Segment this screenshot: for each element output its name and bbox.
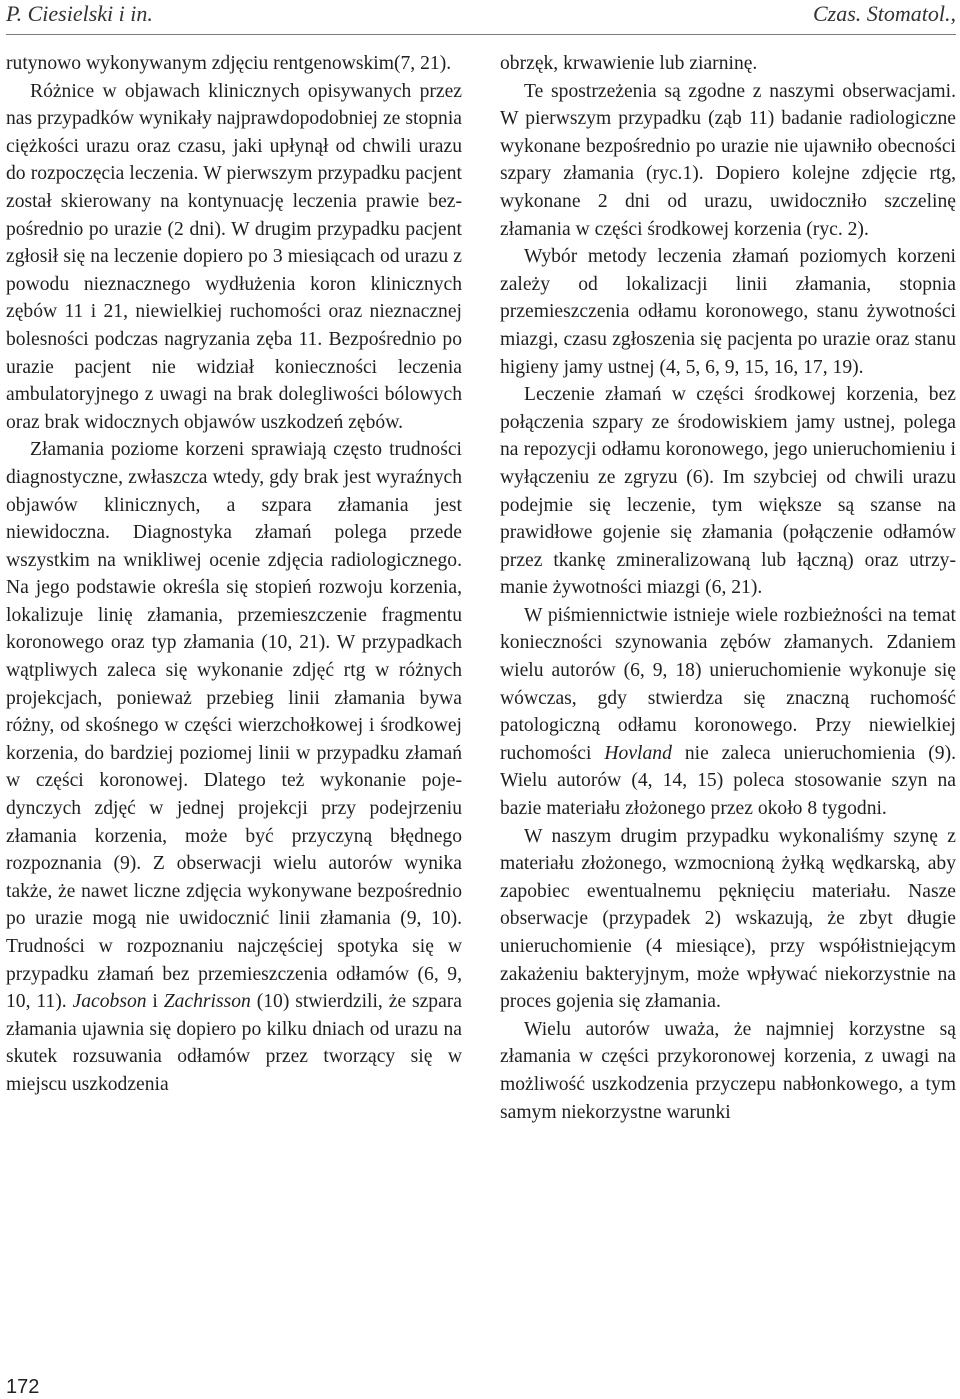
paragraph-text: (10) stwierdzili, że szpara złamania ujawnia się dopiero po kilku dniach od urazu na skutek rozsuwania odłamów przez tworzący się w miejscu uszkodzenia	[6, 991, 462, 1095]
right-column	[500, 50, 956, 1126]
paragraph	[6, 436, 462, 1098]
paragraph: rutynowo wykonywanym zdjęciu rentgenowskim(7, 21).	[6, 53, 452, 74]
paragraph-text: i	[146, 991, 164, 1013]
paragraph: Te spostrzeżenia są zgodne z naszymi obserwacjami. W pierwszym przypadku (ząb 11) badanie radiologiczne wykonane bezpośrednio po urazie nie ujawniło obecności szpary złamania (ryc.1). Dopiero kolejne zdjęcie rtg, wykonane 2 dni od urazu, uwidoczniło szczelinę złamania w części środkowej korzenia (ryc. 2).	[500, 80, 956, 240]
paragraph: obrzęk, krwawienie lub ziarninę.	[500, 53, 758, 74]
author-name: Hovland	[604, 742, 672, 764]
header-authors: P. Ciesielski i in.	[6, 1, 153, 26]
page-number: 172	[6, 1376, 40, 1398]
running-header	[6, 0, 956, 35]
paragraph-text: nie zaleca unieruchomienia (9). Wielu autorów (4, 14, 15) poleca stosowanie szyn na bazie materiału złożonego przez około 8 tygodni.	[500, 742, 956, 820]
paragraph: W naszym drugim przypadku wykonaliśmy szynę z materiału złożonego, wzmocnioną żyłką wędkarską, aby zapobiec ewentualnemu pęknięciu materiału. Nasze obserwacje (przypadek 2) wskazują, że zbyt długie unieruchomienie (4 miesiące), przy współistniejącym zakażeniu bakteryjnym, może wpływać niekorzystnie na proces gojenia się złamania.	[500, 825, 956, 1013]
paragraph: Wybór metody leczenia złamań poziomych korzeni zależy od lokalizacji linii złamania, stopnia przemieszczenia odłamu koronowego, stanu żywotności miazgi, czasu zgłoszenia się pacjenta po urazie oraz stanu higieny jamy ustnej (4, 5, 6, 9, 15, 16, 17, 19).	[500, 246, 956, 378]
author-name: Jacobson	[72, 991, 147, 1013]
paragraph: Leczenie złamań w części środkowej korzenia, bez połączenia szpary ze środowiskiem jamy ustnej, polega na repozycji odłamu koronowego, jego unieruchomieniu i wyłączeniu ze zgryzu (6). Im szybciej od chwili urazu podejmie się leczenie, tym większe są szanse na prawidłowe gojenie się złamania (połączenie odłamów przez tkankę zmineralizowaną lub łączną) oraz utrzymanie żywotności miazgi (6, 21).	[500, 384, 956, 599]
paragraph: Różnice w objawach klinicznych opisywanych przez nas przypadków wynikały najprawdopodobniej ze stopnia ciężkości urazu oraz czasu, jaki upłynął od chwili urazu do rozpoczęcia leczenia. W pierwszym przypadku pacjent został skierowany na kontynuację leczenia prawie bezpośrednio po urazie (2 dni). W drugim przypadku pacjent zgłosił się na leczenie dopiero po 3 miesiącach od urazu z powodu nieznacznego wydłużenia koron klinicznych zębów 11 i 21, niewielkiej ruchomości oraz nieznacznej bolesności podczas nagryzania zęba 11. Bezpośrednio po urazie pacjent nie widział konieczności leczenia ambulatoryjnego z uwagi na brak dolegliwości bólowych oraz brak widocznych objawów uszkodzeń zębów.	[6, 80, 462, 433]
paragraph-text: Złamania poziome korzeni sprawiają często trudności diagnostyczne, zwłaszcza wtedy, gdy brak jest wyraźnych objawów klinicznych, a szpara złamania jest niewidoczna. Diagnostyka złamań polega przede wszystkim na wnikliwej ocenie zdjęcia radiologicznego. Na jego podstawie określa się stopień rozwoju korzenia, lokalizuje linię złamania, przemieszczenie fragmentu koronowego oraz typ złamania (10, 21). W przypadkach wątpliwych zaleca się wykonanie zdjęć rtg w różnych projekcjach, ponieważ przebieg linii złamania bywa różny, od skośnego w części wierzchołkowej i środkowej korzenia, do bardziej poziomej linii w przypadku złamań w części koronowej. Dlatego też wykonanie pojedynczych zdjęć w jednej projekcji przy podejrzeniu złamania korzenia, może być przyczyną błędnego rozpoznania (9). Z obserwacji wielu autorów wynika także, że nawet liczne zdjęcia wykonywane bezpośrednio po urazie mogą nie uwidocznić linii złamania (9, 10). Trudności w rozpoznaniu najczęściej spotyka się w przypadku złamań bez przemieszczenia odłamów (6, 9, 10, 11).	[6, 439, 462, 1013]
author-name: Zachrisson	[163, 991, 251, 1013]
paragraph: Wielu autorów uważa, że najmniej korzystne są złamania w części przykoronowej korzenia, z uwagi na możliwość uszkodzenia przyczepu nabłonkowego, a tym samym niekorzystne warunki	[500, 1018, 956, 1123]
left-column	[6, 50, 462, 1099]
paragraph	[500, 602, 956, 823]
header-journal: Czas. Stomatol.,	[812, 1, 956, 26]
paragraph-text: W piśmiennictwie istnieje wiele rozbieżności na temat konieczności szynowania zębów złamanych. Zdaniem wielu autorów (6, 9, 18) unieruchomienie wykonuje się wówczas, gdy stwierdza się znaczną ruchomość patologiczną odłamu koronowego. Przy niewielkiej ruchomości	[500, 604, 956, 764]
